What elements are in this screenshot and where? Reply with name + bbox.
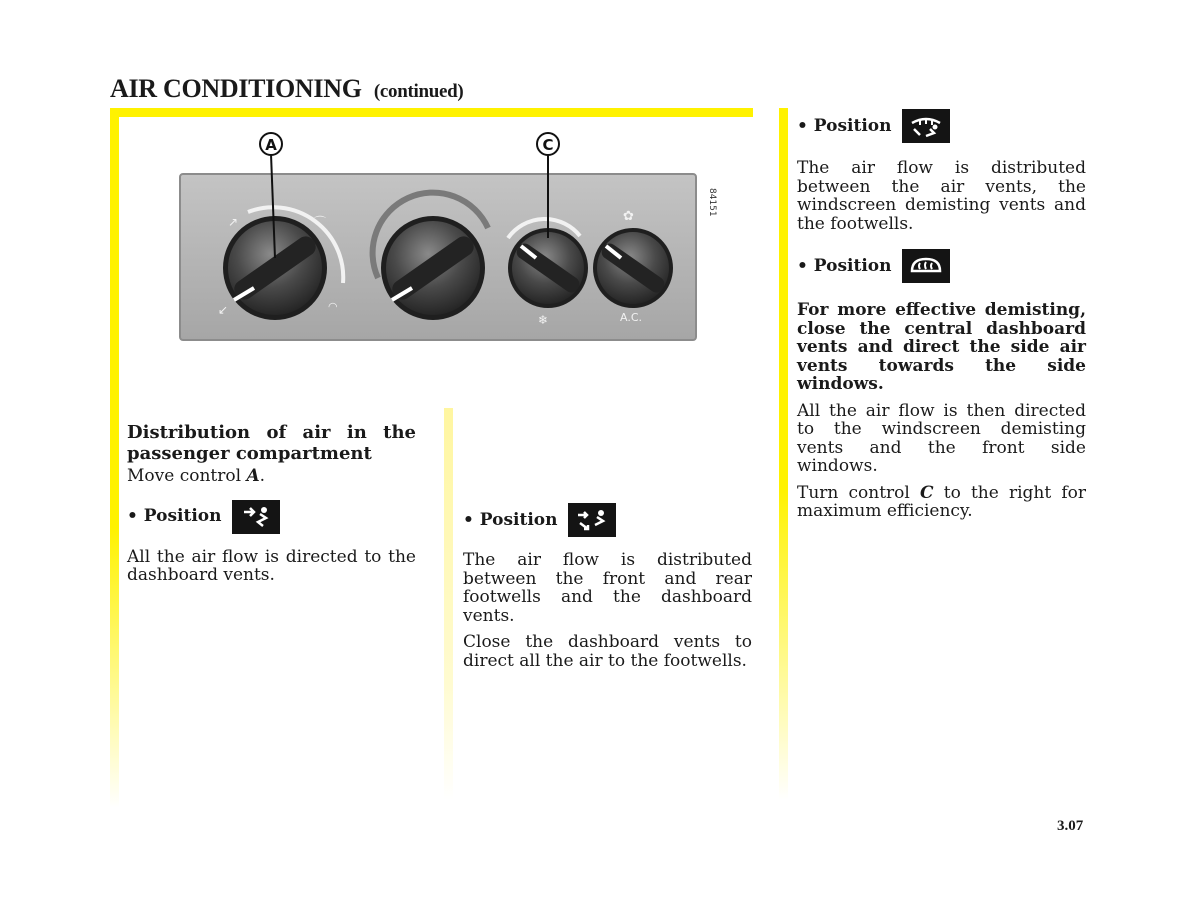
yellow-bar-middle <box>444 408 453 800</box>
footwells-body-1: The air flow is distributed between the front and rear footwells and the dashboard vents. <box>463 550 752 626</box>
position-label: • Position <box>797 255 892 276</box>
turn-control-paragraph <box>797 484 1086 521</box>
demist-note: For more effective demisting, close the central dashboard vents and direct the side air vents towards the side windows. <box>797 300 1086 394</box>
turn-text: Turn control <box>797 482 910 503</box>
windscreen-demist-icon <box>902 249 950 283</box>
intro-text: Move control <box>127 466 242 486</box>
ac-label: A.C. <box>620 311 643 324</box>
intro-control: A <box>246 466 260 486</box>
svg-text:◠: ◠ <box>328 300 338 313</box>
position-label: • Position <box>797 115 892 136</box>
svg-text:❄: ❄ <box>538 313 549 327</box>
page-number: 3.07 <box>1057 818 1084 834</box>
position-label: • Position <box>127 506 222 527</box>
yellow-bar-top <box>110 108 753 117</box>
dashboard-body: All the air flow is directed to the dashboard vents. <box>127 546 416 585</box>
callout-c-label: C <box>542 136 554 154</box>
windscreen-and-footwells-icon <box>902 109 950 143</box>
footwells-body-2: Close the dashboard vents to direct all the air to the footwells. <box>463 632 752 671</box>
windscreen-footwells-body: The air flow is distributed between the air vents, the windscreen demisting vents and the footwells. <box>797 158 1086 234</box>
callout-a-label: A <box>265 136 277 154</box>
yellow-bar-left <box>110 108 119 808</box>
right-column <box>797 109 1086 529</box>
intro-paragraph <box>127 467 416 486</box>
svg-text:⌒: ⌒ <box>314 215 327 229</box>
position-row-footwells <box>463 503 752 537</box>
control-panel-illustration <box>178 128 724 344</box>
ref-code-label <box>707 188 717 217</box>
turn-control: C <box>920 482 934 503</box>
page-title <box>110 74 463 104</box>
footwells-and-dashboard-icon <box>568 503 616 537</box>
title-main: AIR CONDITIONING <box>110 74 362 103</box>
section-heading: Distribution of air in the passenger compartment <box>127 422 416 464</box>
title-sub: (continued) <box>373 81 464 102</box>
turn-end: to the right for maximum efficiency. <box>797 482 1087 521</box>
ref-code-text: 84151 <box>707 188 717 217</box>
demist-body: All the air flow is then directed to the windscreen demisting vents and the front side windows. <box>797 400 1086 476</box>
svg-text:✿: ✿ <box>623 209 634 224</box>
intro-end: . <box>259 466 266 486</box>
position-row-dashboard <box>127 500 416 534</box>
dashboard-vents-icon <box>232 500 280 534</box>
svg-text:↙: ↙ <box>218 303 229 317</box>
middle-column <box>463 503 752 678</box>
position-row-windscreen-footwells <box>797 109 1086 143</box>
left-column <box>127 422 416 593</box>
svg-text:↗: ↗ <box>228 215 239 229</box>
position-label: • Position <box>463 509 558 530</box>
yellow-bar-right <box>779 108 788 800</box>
position-row-demist <box>797 249 1086 283</box>
